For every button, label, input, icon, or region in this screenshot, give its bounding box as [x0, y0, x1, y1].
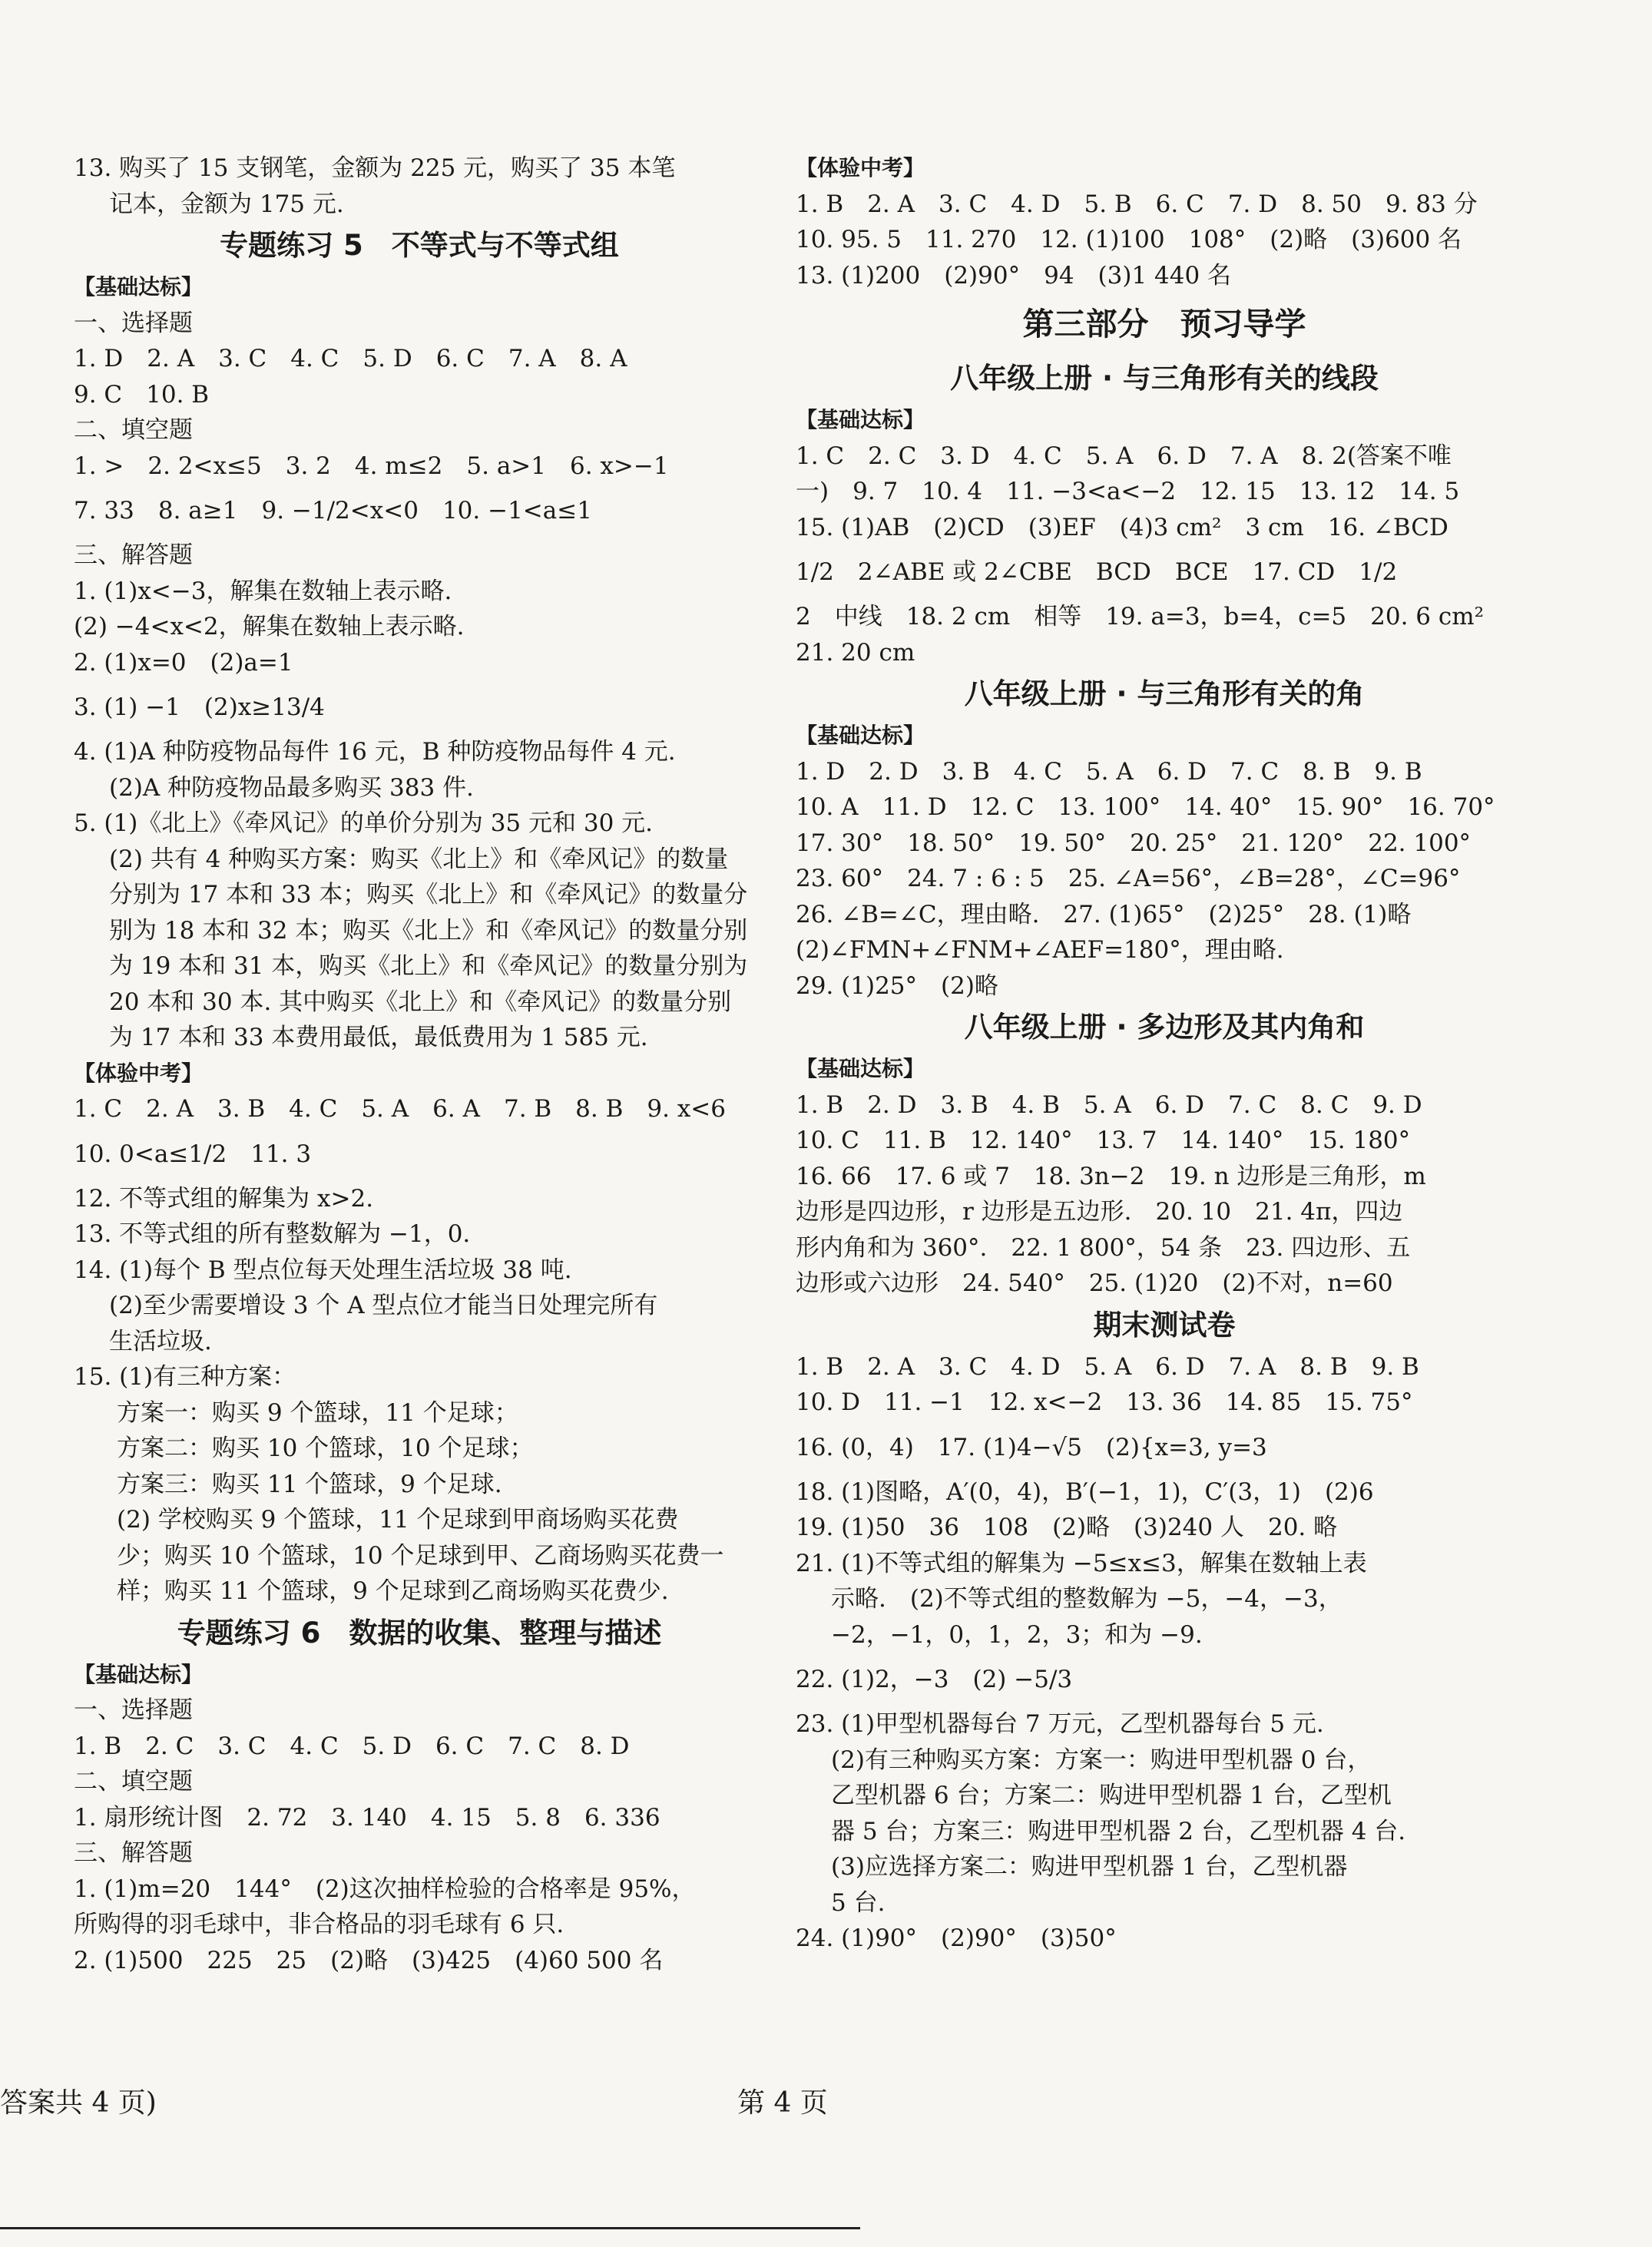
- answer-line: 10. A 11. D 12. C 13. 100° 14. 40° 15. 90° 16. 70°: [796, 793, 1495, 821]
- answer-line: 14. (1)每个 B 型点位每天处理生活垃圾 38 吨.: [74, 1256, 572, 1284]
- answer-line: 23. 60° 24. 7 : 6 : 5 25. ∠A=56°，∠B=28°，∠C=96°: [796, 865, 1461, 892]
- answer-line: 5. (1)《北上》《牵风记》的单价分别为 35 元和 30 元.: [74, 809, 654, 837]
- answer-line: (2)A 种防疫物品最多购买 383 件.: [109, 773, 474, 802]
- answer-line: 29. (1)25° (2)略: [796, 971, 998, 1000]
- answer-line: −2，−1，0，1，2，3；和为 −9.: [831, 1620, 1203, 1649]
- answer-line: (2) 学校购买 9 个篮球，11 个足球到甲商场购买花费: [117, 1506, 679, 1534]
- section-title: 专题练习 6 数据的收集、整理与描述: [177, 1616, 662, 1650]
- answer-line: 二、填空题: [74, 1768, 193, 1795]
- subsection-label: 【体验中考】: [74, 1060, 204, 1086]
- answer-line: 21. (1)不等式组的解集为 −5≤x≤3，解集在数轴上表: [796, 1549, 1367, 1577]
- answer-line: 1/2 2∠ABE 或 2∠CBE BCD BCE 17. CD 1/2: [796, 558, 1398, 586]
- subsection-label: 【基础达标】: [74, 274, 204, 299]
- answer-line: 示略. (2)不等式组的整数解为 −5，−4，−3，: [831, 1585, 1342, 1613]
- answer-line: (2)有三种购买方案：方案一：购进甲型机器 0 台，: [831, 1746, 1372, 1774]
- answer-line: 9. C 10. B: [74, 380, 210, 409]
- subsection-label: 【基础达标】: [74, 1661, 204, 1687]
- answer-line: 10. 0<a≤1/2 11. 3: [74, 1140, 312, 1168]
- answer-line: 方案二：购买 10 个篮球，10 个足球；: [117, 1435, 534, 1462]
- answer-line: 边形是四边形，r 边形是五边形. 20. 10 21. 4π，四边: [796, 1198, 1403, 1226]
- section-title: 专题练习 5 不等式与不等式组: [220, 229, 619, 262]
- answer-line: 22. (1)2，−3 (2) −5/3: [796, 1666, 1073, 1693]
- answer-line: 7. 33 8. a≥1 9. −1/2<x<0 10. −1<a≤1: [74, 497, 592, 525]
- answer-line: 三、解答题: [74, 1839, 193, 1867]
- answer-line: 2. (1)500 225 25 (2)略 (3)425 (4)60 500 名: [74, 1946, 664, 1974]
- answer-line: 方案一：购买 9 个篮球，11 个足球；: [117, 1398, 518, 1427]
- answer-line: 20 本和 30 本. 其中购买《北上》和《牵风记》的数量分别: [109, 988, 732, 1016]
- answer-line: 10. C 11. B 12. 140° 13. 7 14. 140° 15. 180°: [796, 1127, 1411, 1154]
- answer-line: 13. 购买了 15 支钢笔，金额为 225 元，购买了 35 本笔: [74, 154, 676, 182]
- answer-line: 21. 20 cm: [796, 638, 915, 667]
- answer-line: 1. > 2. 2<x≤5 3. 2 4. m≤2 5. a>1 6. x>−1: [74, 452, 669, 480]
- answer-line: (2) 共有 4 种购买方案：购买《北上》和《牵风记》的数量: [109, 845, 729, 873]
- answer-line: 1. B 2. D 3. B 4. B 5. A 6. D 7. C 8. C 9. D: [796, 1090, 1422, 1119]
- answer-line: 24. (1)90° (2)90° (3)50°: [796, 1924, 1117, 1952]
- subsection-label: 【基础达标】: [796, 1056, 925, 1081]
- answer-line: 边形或六边形 24. 540° 25. (1)20 (2)不对，n=60: [796, 1269, 1393, 1297]
- part-title: 第三部分 预习导学: [1022, 306, 1306, 343]
- answer-line: 12. 不等式组的解集为 x>2.: [74, 1184, 374, 1213]
- answer-line: 少；购买 10 个篮球，10 个足球到甲、乙商场购买花费一: [117, 1541, 724, 1570]
- answer-line: 1. D 2. A 3. C 4. C 5. D 6. C 7. A 8. A: [74, 345, 627, 372]
- left-column: [74, 151, 765, 1978]
- answer-line: 16. 66 17. 6 或 7 18. 3n−2 19. n 边形是三角形，m: [796, 1162, 1426, 1190]
- answer-line: 记本，金额为 175 元.: [109, 190, 344, 218]
- answer-line: 1. B 2. A 3. C 4. D 5. B 6. C 7. D 8. 50 9. 83 分: [796, 190, 1478, 218]
- section-title: 八年级上册 · 与三角形有关的角: [964, 677, 1365, 710]
- answer-line: (3)应选择方案二：购进甲型机器 1 台，乙型机器: [831, 1853, 1348, 1881]
- subsection-label: 【体验中考】: [796, 155, 925, 180]
- answer-line: 二、填空题: [74, 416, 193, 444]
- answer-line: 为 19 本和 31 本，购买《北上》和《牵风记》的数量分别为: [109, 952, 748, 980]
- answer-line: 4. (1)A 种防疫物品每件 16 元，B 种防疫物品每件 4 元.: [74, 738, 676, 766]
- answer-line: 一) 9. 7 10. 4 11. −3<a<−2 12. 15 13. 12 14. 5: [796, 478, 1460, 505]
- answer-line: 1. (1)x<−3，解集在数轴上表示略.: [74, 577, 452, 605]
- answer-line: 10. 95. 5 11. 270 12. (1)100 108° (2)略 (3)600 名: [796, 226, 1462, 253]
- answer-line: 19. (1)50 36 108 (2)略 (3)240 人 20. 略: [796, 1514, 1338, 1541]
- answer-line: 1. 扇形统计图 2. 72 3. 140 4. 15 5. 8 6. 336: [74, 1803, 660, 1832]
- answer-line: 15. (1)AB (2)CD (3)EF (4)3 cm² 3 cm 16. ∠BCD: [796, 513, 1448, 541]
- answer-line: 所购得的羽毛球中，非合格品的羽毛球有 6 只.: [74, 1911, 564, 1938]
- answer-line: 1. C 2. C 3. D 4. C 5. A 6. D 7. A 8. 2(答案不唯: [796, 442, 1452, 470]
- answer-line: 一、选择题: [74, 309, 193, 337]
- answer-line: 10. D 11. −1 12. x<−2 13. 36 14. 85 15. 75°: [796, 1388, 1413, 1416]
- answer-line: 生活垃圾.: [109, 1327, 212, 1355]
- answer-line: 1. B 2. C 3. C 4. C 5. D 6. C 7. C 8. D: [74, 1732, 630, 1760]
- answer-line: (2)至少需要增设 3 个 A 型点位才能当日处理完所有: [109, 1292, 658, 1319]
- answer-line: 18. (1)图略，A′(0，4)，B′(−1，1)，C′(3，1) (2)6: [796, 1478, 1374, 1506]
- answer-line: (2) −4<x<2，解集在数轴上表示略.: [74, 613, 465, 640]
- answer-line: 器 5 台；方案三：购进甲型机器 2 台，乙型机器 4 台.: [831, 1817, 1406, 1845]
- answer-line: 一、选择题: [74, 1696, 193, 1724]
- answer-line: 1. B 2. A 3. C 4. D 5. A 6. D 7. A 8. B 9. B: [796, 1352, 1419, 1381]
- answer-line: 17. 30° 18. 50° 19. 50° 20. 25° 21. 120° 22. 100°: [796, 829, 1472, 857]
- answer-line: 样；购买 11 个篮球，9 个足球到乙商场购买花费少.: [117, 1577, 669, 1605]
- answer-line: 5 台.: [831, 1888, 886, 1917]
- answer-line: 为 17 本和 33 本费用最低，最低费用为 1 585 元.: [109, 1024, 648, 1051]
- answer-line: 2. (1)x=0 (2)a=1: [74, 648, 293, 677]
- answer-line: 1. (1)m=20 144° (2)这次抽样检验的合格率是 95%，: [74, 1875, 696, 1903]
- answer-line: 16. (0，4) 17. (1)4−√5 (2){x=3, y=3: [796, 1433, 1267, 1461]
- answer-line: 分别为 17 本和 33 本；购买《北上》和《牵风记》的数量分: [109, 881, 748, 908]
- answer-line: 方案三：购买 11 个篮球，9 个足球.: [117, 1470, 502, 1498]
- section-title: 八年级上册 · 与三角形有关的线段: [950, 362, 1379, 395]
- section-title: 期末测试卷: [1093, 1308, 1236, 1342]
- answer-line: 3. (1) −1 (2)x≥13/4: [74, 693, 325, 721]
- answer-line: 23. (1)甲型机器每台 7 万元，乙型机器每台 5 元.: [796, 1710, 1324, 1738]
- subsection-label: 【基础达标】: [796, 723, 925, 748]
- answer-line: 2 中线 18. 2 cm 相等 19. a=3，b=4，c=5 20. 6 cm²: [796, 603, 1485, 630]
- right-column: [796, 151, 1533, 1957]
- answer-line: 1. D 2. D 3. B 4. C 5. A 6. D 7. C 8. B 9. B: [796, 757, 1422, 786]
- section-title: 八年级上册 · 多边形及其内角和: [964, 1011, 1365, 1044]
- answer-line: (2)∠FMN+∠FNM+∠AEF=180°，理由略.: [796, 936, 1284, 964]
- answer-line: 26. ∠B=∠C，理由略. 27. (1)65° (2)25° 28. (1)略: [796, 900, 1412, 928]
- subsection-label: 【基础达标】: [796, 407, 925, 432]
- answer-line: 乙型机器 6 台；方案二：购进甲型机器 1 台，乙型机: [831, 1782, 1392, 1809]
- answer-line: 15. (1)有三种方案：: [74, 1363, 296, 1391]
- answer-line: 形内角和为 360°. 22. 1 800°，54 条 23. 四边形、五: [796, 1233, 1411, 1262]
- answer-line: 13. 不等式组的所有整数解为 −1，0.: [74, 1220, 471, 1248]
- bottom-rule: [0, 2227, 860, 2229]
- answer-line: 三、解答题: [74, 541, 193, 569]
- footer-total-pages: 答案共 4 页): [0, 2087, 157, 2119]
- answer-line: 别为 18 本和 32 本；购买《北上》和《牵风记》的数量分别: [109, 916, 748, 945]
- answer-line: 1. C 2. A 3. B 4. C 5. A 6. A 7. B 8. B 9. x<6: [74, 1095, 727, 1123]
- footer-page-number: 第 4 页: [737, 2087, 828, 2119]
- answer-line: 13. (1)200 (2)90° 94 (3)1 440 名: [796, 261, 1232, 290]
